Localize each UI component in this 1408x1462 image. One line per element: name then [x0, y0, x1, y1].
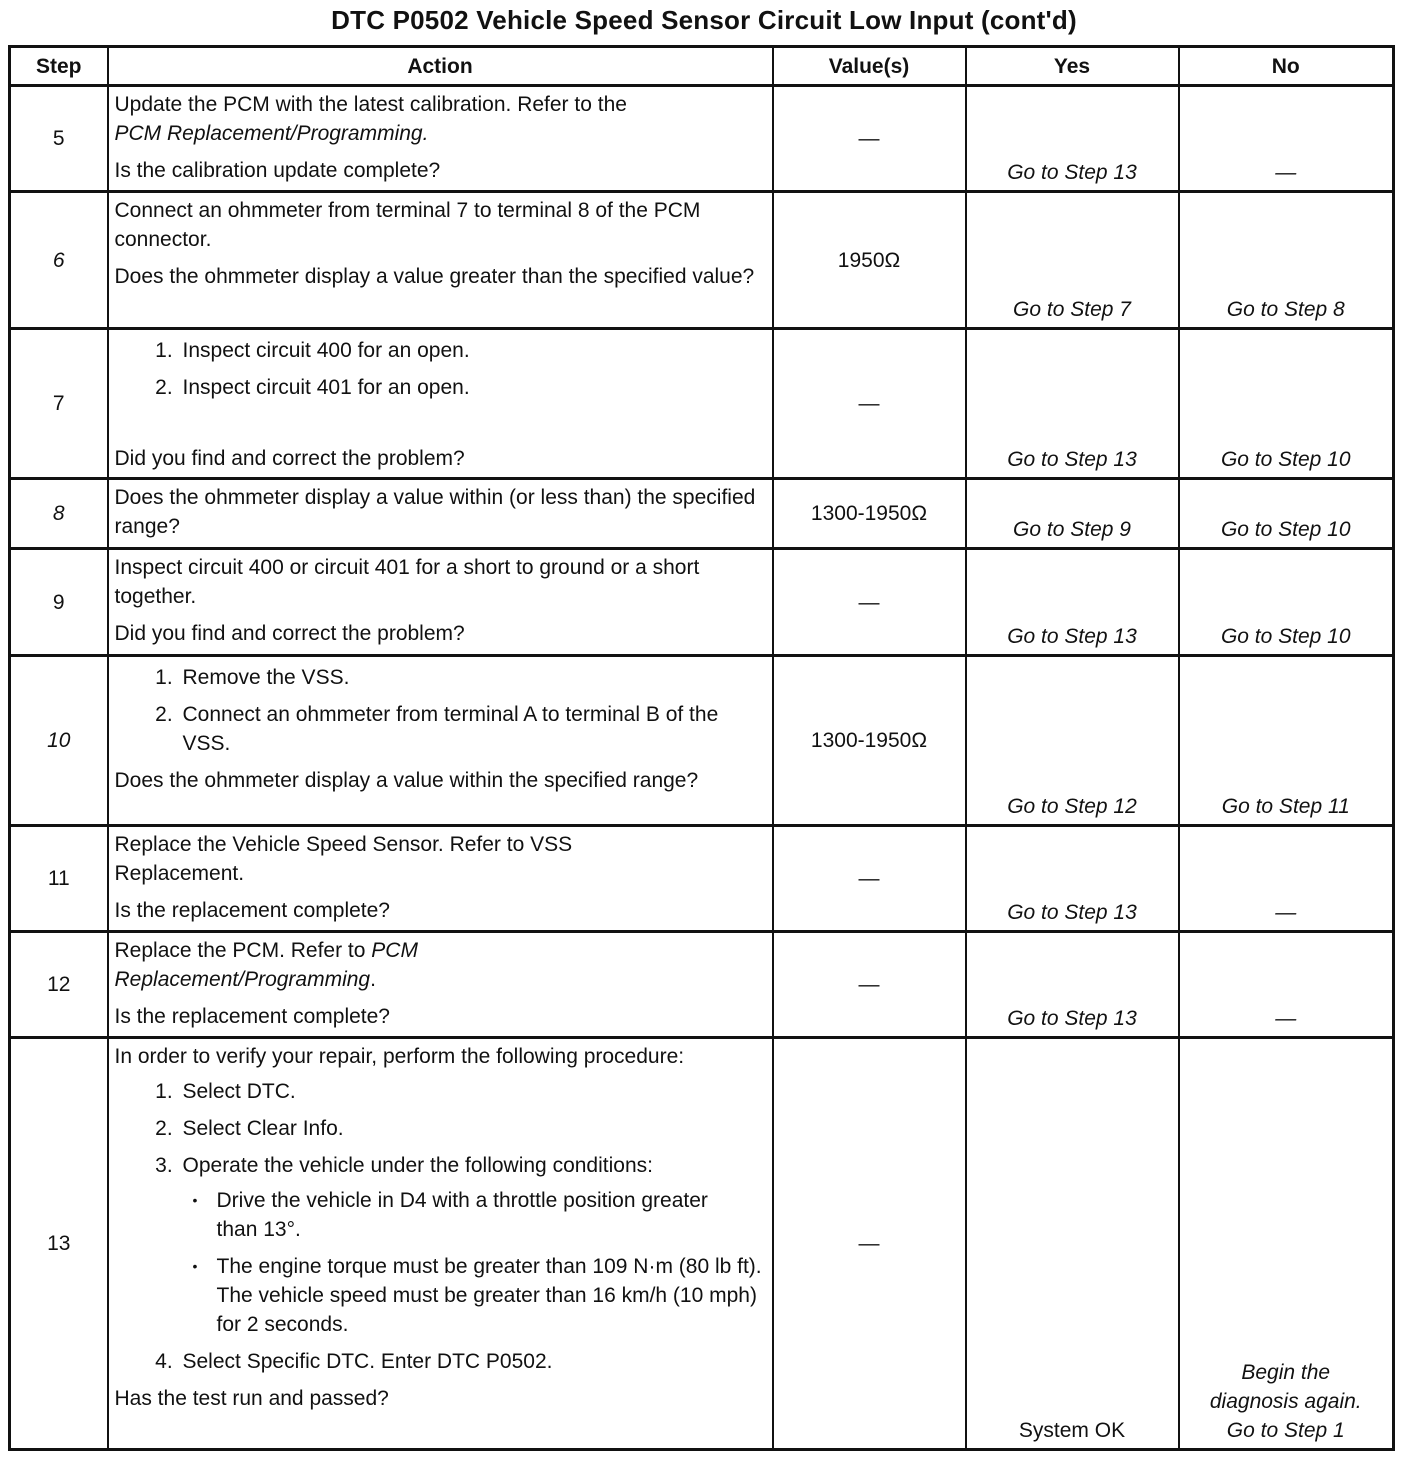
table-row: [10, 932, 1394, 1038]
action-cell: [108, 656, 773, 826]
action-text: Connect an ohmmeter from terminal 7 to terminal 8 of the PCM connector.: [114, 199, 701, 251]
header-no: No: [1179, 47, 1394, 86]
no-cell: —: [1179, 826, 1394, 932]
action-question: Is the replacement complete?: [114, 899, 390, 922]
step-number: 11: [10, 826, 108, 932]
list-item: 2. Connect an ohmmeter from terminal A to terminal B of the VSS.: [179, 700, 766, 758]
step-number: 5: [10, 86, 108, 192]
action-list: [115, 1077, 766, 1376]
action-question: Is the replacement complete?: [114, 1005, 390, 1028]
header-action: Action: [108, 47, 773, 86]
action-cell: [108, 1038, 773, 1450]
table-row: [10, 826, 1394, 932]
no-cell: Go to Step 10: [1179, 549, 1394, 656]
list-item: 2. Select Clear Info.: [179, 1114, 766, 1143]
no-cell: [1179, 1038, 1394, 1450]
action-question: Has the test run and passed?: [114, 1387, 389, 1410]
action-text-tail: .: [370, 968, 376, 991]
dtc-table: [8, 45, 1395, 1451]
action-question: Does the ohmmeter display a value within the specified range?: [114, 769, 699, 792]
table-row: [10, 549, 1394, 656]
step-number: 8: [10, 479, 108, 549]
action-cell: [108, 826, 773, 932]
no-cell: —: [1179, 86, 1394, 192]
no-line: Go to Step 1: [1226, 1419, 1345, 1442]
list-item: 1. Remove the VSS.: [179, 663, 766, 692]
page-title: DTC P0502 Vehicle Speed Sensor Circuit Low Input (cont'd): [331, 5, 1077, 35]
no-cell: —: [1179, 932, 1394, 1038]
list-item: 1. Select DTC.: [179, 1077, 766, 1106]
action-question: Is the calibration update complete?: [114, 159, 441, 182]
table-row: [10, 479, 1394, 549]
no-line: diagnosis again.: [1209, 1390, 1362, 1413]
value-cell: 1300-1950Ω: [773, 479, 966, 549]
yes-cell: Go to Step 13: [966, 329, 1179, 479]
action-text: In order to verify your repair, perform the following procedure:: [114, 1045, 685, 1068]
list-item: 1. Inspect circuit 400 for an open.: [179, 336, 766, 365]
condition-list: [183, 1186, 766, 1339]
no-cell: Go to Step 10: [1179, 329, 1394, 479]
action-text: Replace the PCM. Refer to: [114, 939, 366, 962]
action-list: [115, 336, 766, 402]
value-cell: —: [773, 932, 966, 1038]
value-cell: —: [773, 826, 966, 932]
yes-cell: Go to Step 13: [966, 549, 1179, 656]
list-item: 2. Inspect circuit 401 for an open.: [179, 373, 766, 402]
action-question: Did you find and correct the problem?: [114, 447, 465, 470]
header-values: Value(s): [773, 47, 966, 86]
action-text: Replace the Vehicle Speed Sensor. Refer to VSS Replacement.: [114, 833, 573, 885]
step-number: 13: [10, 1038, 108, 1450]
no-cell: Go to Step 11: [1179, 656, 1394, 826]
table-row: [10, 656, 1394, 826]
header-step: Step: [10, 47, 108, 86]
yes-cell: Go to Step 13: [966, 86, 1179, 192]
action-question: Did you find and correct the problem?: [114, 622, 465, 645]
action-cell: [108, 932, 773, 1038]
value-cell: 1950Ω: [773, 192, 966, 329]
step-number: 6: [10, 192, 108, 329]
bullet-item: • Drive the vehicle in D4 with a throttle position greater than 13°.: [217, 1186, 766, 1244]
list-item: 4. Select Specific DTC. Enter DTC P0502.: [179, 1347, 766, 1376]
step-number: 10: [10, 656, 108, 826]
value-cell: —: [773, 549, 966, 656]
header-row: [10, 47, 1394, 86]
bullet-item: • The engine torque must be greater than 109 N·m (80 lb ft). The vehicle speed must be greater than 16 km/h (10 mph) for 2 seconds.: [217, 1252, 766, 1339]
action-cell: [108, 329, 773, 479]
value-cell: 1300-1950Ω: [773, 656, 966, 826]
table-row: [10, 192, 1394, 329]
step-number: 9: [10, 549, 108, 656]
action-reference: PCM Replacement/Programming.: [114, 122, 429, 145]
yes-cell: System OK: [966, 1038, 1179, 1450]
no-cell: Go to Step 8: [1179, 192, 1394, 329]
action-cell: [108, 549, 773, 656]
yes-cell: Go to Step 13: [966, 932, 1179, 1038]
list-item: [179, 1151, 766, 1339]
action-cell: [108, 192, 773, 329]
action-reference: PCM Replacement/Programming: [114, 939, 418, 991]
value-cell: —: [773, 86, 966, 192]
table-row: [10, 86, 1394, 192]
step-number: 12: [10, 932, 108, 1038]
yes-cell: Go to Step 12: [966, 656, 1179, 826]
no-line: Begin the: [1241, 1361, 1331, 1384]
table-row: [10, 1038, 1394, 1450]
yes-cell: Go to Step 9: [966, 479, 1179, 549]
table-row: [10, 329, 1394, 479]
yes-cell: Go to Step 7: [966, 192, 1179, 329]
action-question: Does the ohmmeter display a value greater than the specified value?: [114, 265, 755, 288]
header-yes: Yes: [966, 47, 1179, 86]
value-cell: —: [773, 1038, 966, 1450]
action-text: Update the PCM with the latest calibration. Refer to the: [114, 93, 627, 116]
action-list: [115, 663, 766, 758]
list-item-text: Operate the vehicle under the following conditions:: [182, 1154, 653, 1177]
action-cell: [108, 479, 773, 549]
action-question: Does the ohmmeter display a value within (or less than) the specified range?: [114, 486, 756, 538]
action-text: Inspect circuit 400 or circuit 401 for a short to ground or a short together.: [114, 556, 700, 608]
step-number: 7: [10, 329, 108, 479]
no-cell: Go to Step 10: [1179, 479, 1394, 549]
action-cell: [108, 86, 773, 192]
yes-cell: Go to Step 13: [966, 826, 1179, 932]
value-cell: —: [773, 329, 966, 479]
